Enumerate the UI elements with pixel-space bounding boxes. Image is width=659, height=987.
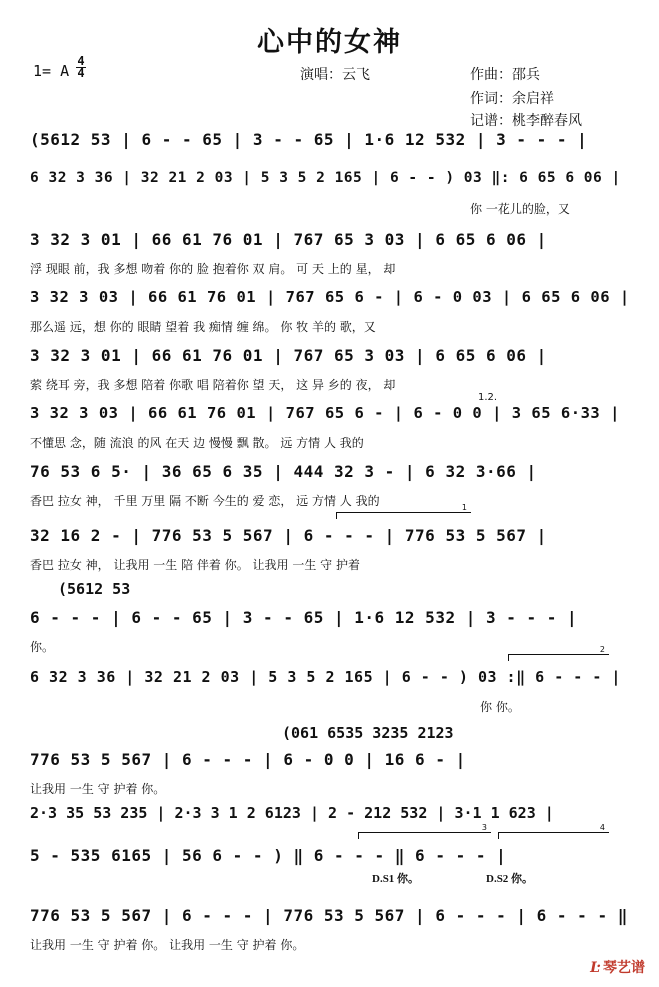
- score-row-3: [30, 230, 626, 290]
- lyricist-credit: 作词：余启祥: [470, 91, 554, 107]
- volta-number: 3: [481, 823, 487, 832]
- segno-mark: 1.2.: [478, 392, 498, 403]
- row-notes: 32 16 2 - | 776 53 5 567 | 6 - - - | 776 53 5 567 |: [30, 526, 547, 545]
- watermark-text: 琴艺谱: [603, 960, 645, 976]
- row-notes: 6 - - - | 6 - - 65 | 3 - - 65 | 1·6 12 532 | 3 - - - |: [30, 608, 578, 627]
- row-lyric: 让我用 一生 守 护着 你。: [30, 782, 166, 796]
- ds2-marking: D.S2 你。: [486, 873, 534, 885]
- row-lyric: 香巴 拉女 神， 让我用 一生 陪 伴着 你。 让我用 一生 守 护着: [30, 558, 360, 572]
- score-row-2: [30, 170, 626, 230]
- row-notes: 6 32 3 36 | 32 21 2 03 | 5 3 5 2 165 | 6 - - ) 03 :‖ 6 - - - |: [30, 668, 621, 686]
- score-row-5: [30, 346, 626, 406]
- volta-bracket-4: [498, 823, 609, 839]
- row-lyric: 你 一花儿的脸，又: [470, 202, 570, 216]
- row-notes: 776 53 5 567 | 6 - - - | 6 - 0 0 | 16 6 - |: [30, 750, 466, 769]
- score-row-11: [30, 750, 626, 810]
- row-lyric: 你。: [30, 640, 55, 654]
- score-row-12: [30, 846, 626, 906]
- row-lyric: 萦 绕耳 旁，我 多想 陪着 你歌 唱 陪着你 望 天， 这 异 乡的 夜， 却: [30, 378, 396, 392]
- singer-credit: 演唱：云飞: [300, 67, 370, 83]
- row-lyric: 让我用 一生 守 护着 你。 让我用 一生 守 护着 你。: [30, 938, 305, 952]
- intro-phrase: (5612 53: [58, 580, 131, 598]
- bridge-phrase: (061 6535 3235 2123: [282, 724, 454, 742]
- row-notes: 3 32 3 01 | 66 61 76 01 | 767 65 3 03 | 6 65 6 06 |: [30, 346, 547, 365]
- row-notes: 3 32 3 01 | 66 61 76 01 | 767 65 3 03 | 6 65 6 06 |: [30, 230, 547, 249]
- interlude-phrase: 2·3 35 53 235 | 2·3 3 1 2 6123 | 2 - 212 532 | 3·1 1 623 |: [30, 804, 554, 822]
- score-row-13: [30, 906, 626, 966]
- score-row-8: [30, 526, 626, 586]
- watermark-logo-icon: Ŀ: [590, 960, 600, 976]
- time-signature: [76, 56, 86, 79]
- key-signature: 1= A: [33, 62, 70, 80]
- volta-number: 2: [599, 645, 605, 654]
- score-row-7: [30, 462, 626, 522]
- ds1-marking: D.S1 你。: [372, 873, 420, 885]
- meter-bottom: 4: [77, 66, 85, 80]
- volta-number: 4: [599, 823, 605, 832]
- volta-number: 1: [461, 503, 467, 512]
- page-title: 心中的女神: [257, 27, 402, 58]
- score-row-6: [30, 404, 626, 464]
- row-notes: 6 32 3 36 | 32 21 2 03 | 5 3 5 2 165 | 6 - - ) 03 ‖: 6 65 6 06 |: [30, 170, 621, 186]
- row-notes: 3 32 3 03 | 66 61 76 01 | 767 65 6 - | 6 - 0 03 | 6 65 6 06 |: [30, 288, 630, 306]
- row-lyric: 你 你。: [480, 700, 520, 714]
- volta-bracket-1: [336, 503, 471, 519]
- row-lyric: 那么遥 远，想 你的 眼睛 望着 我 痴情 缠 绵。 你 牧 羊的 歌，又: [30, 320, 376, 334]
- score-row-4: [30, 288, 630, 348]
- volta-bracket-2: [508, 645, 609, 661]
- row-notes: 776 53 5 567 | 6 - - - | 776 53 5 567 | 6 - - - | 6 - - - ‖: [30, 906, 628, 925]
- site-watermark: [590, 957, 645, 977]
- volta-bracket-3: [358, 823, 491, 839]
- row-lyric: 香巴 拉女 神， 千里 万里 隔 不断 今生的 爱 恋， 远 方情 人 我的: [30, 494, 380, 508]
- meter-top: 4: [77, 54, 85, 68]
- row-notes: 3 32 3 03 | 66 61 76 01 | 767 65 6 - | 6 - 0 0 | 3 65 6·33 |: [30, 404, 620, 422]
- row-lyric: 浮 现眼 前，我 多想 吻着 你的 脸 抱着你 双 肩。 可 天 上的 星， 却: [30, 262, 396, 276]
- row-notes: 76 53 6 5· | 36 65 6 35 | 444 32 3 - | 6 32 3·66 |: [30, 462, 537, 481]
- transcriber-credit: 记谱：桃李醉春风: [470, 113, 582, 129]
- composer-credit: 作曲：邵兵: [470, 67, 540, 83]
- score-row-10: [30, 668, 626, 728]
- row-lyric: 不懂思 念，随 流浪 的风 在天 边 慢慢 飘 散。 远 方情 人 我的: [30, 436, 364, 450]
- row-notes: (5612 53 | 6 - - 65 | 3 - - 65 | 1·6 12 532 | 3 - - - |: [30, 130, 588, 149]
- row-notes: 5 - 535 6165 | 56 6 - - ) ‖ 6 - - - ‖ 6 - - - |: [30, 846, 507, 865]
